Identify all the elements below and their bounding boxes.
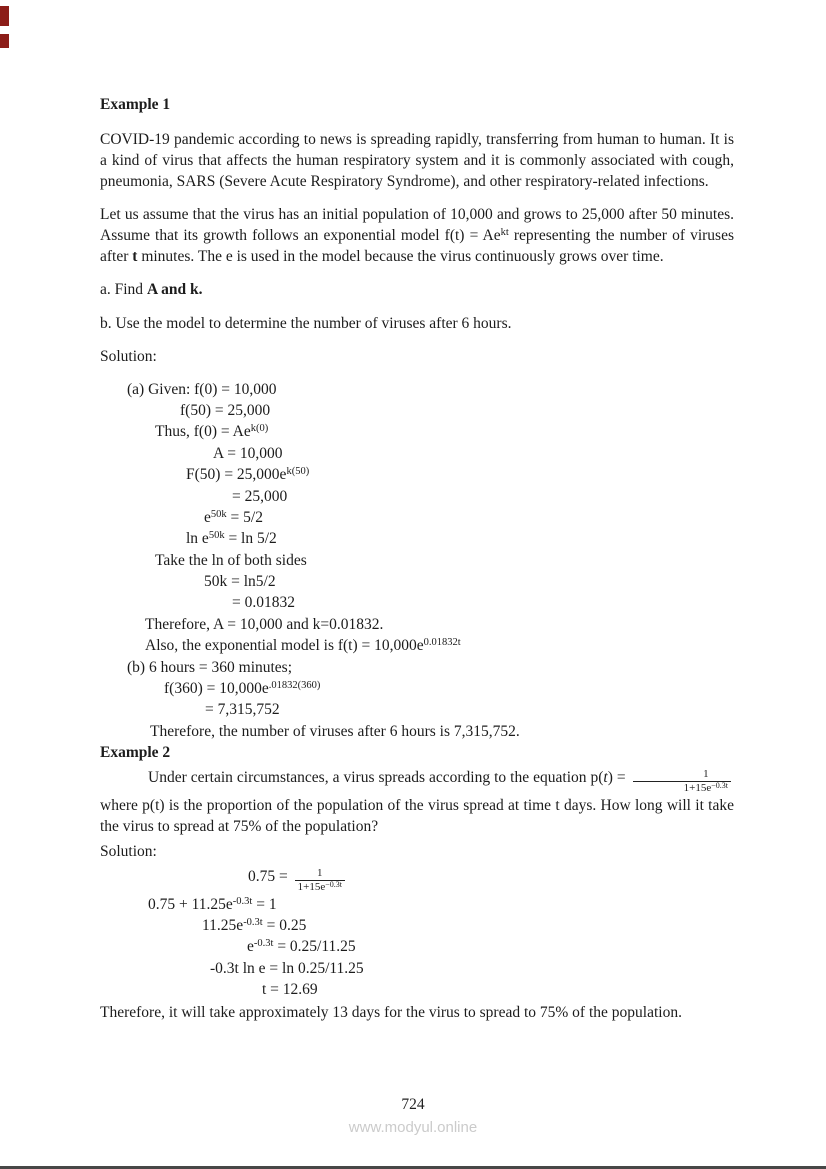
example1-heading: Example 1 — [100, 96, 171, 113]
text-run: 1+15e — [683, 782, 712, 795]
superscript: 0.01832t — [423, 637, 461, 649]
text-run: = 0.25 — [262, 916, 307, 934]
superscript: .01832(360) — [268, 679, 321, 691]
fraction — [633, 768, 731, 794]
text-run: = 7,315,752 — [205, 701, 280, 719]
text-run: where p(t) is the proportion of the population of the virus spread at time t days. How long will it take the virus to spread at 75% of the population? — [100, 796, 734, 835]
text-run: (a) Given: f(0) = 10,000 — [127, 380, 277, 398]
solution-step — [100, 866, 734, 894]
example1-solution-label: Solution: — [100, 347, 157, 365]
text-run: A = 10,000 — [213, 444, 283, 462]
page-edge-mark-top — [0, 6, 9, 26]
text-run: t = 12.69 — [262, 981, 318, 999]
text-run: representing the number of viruses after — [100, 227, 734, 266]
text-run: 11.25e — [202, 916, 244, 934]
text-run: F(50) = 25,000e — [186, 466, 287, 484]
page-number: 724 — [401, 1096, 425, 1113]
solution-step — [100, 486, 734, 507]
superscript: 50k — [208, 530, 225, 542]
text-run: (b) 6 hours = 360 minutes; — [127, 658, 293, 676]
superscript: -0.3t — [243, 916, 263, 928]
example1-question-a — [100, 279, 734, 300]
text-run: ln e — [186, 530, 209, 548]
solution-step — [100, 400, 734, 421]
text-run: a. Find — [100, 281, 147, 299]
page-footer — [0, 1096, 826, 1136]
text-run: = 5/2 — [226, 508, 263, 526]
solution-step — [100, 443, 734, 464]
solution-step — [100, 915, 734, 936]
solution-step — [100, 958, 734, 979]
text-run: 50k = ln5/2 — [204, 573, 276, 591]
text-run: 1+15e — [297, 880, 326, 893]
watermark-text: www.modyul.online — [348, 1119, 478, 1136]
solution-step — [100, 528, 734, 549]
solution-step — [100, 464, 734, 485]
superscript: kt — [500, 227, 509, 239]
fraction-numerator: 1 — [633, 768, 731, 782]
solution-step — [100, 592, 734, 613]
example1-paragraph-intro: COVID-19 pandemic according to news is spreading rapidly, transferring from human to human. It is a kind of virus that affects the human respiratory system and it is commonly associated with cough, pneumonia, SARS (Severe Acute Respiratory Syndrome), and other respiratory-related infections. — [100, 131, 734, 191]
text-run: e — [204, 508, 211, 526]
text-run: Let us assume that the virus has an initial population of 10,000 and grows to 25,000 after 50 minutes. Assume that its growth follows an exponential model f(t) = Ae — [100, 206, 734, 245]
text-run: = 1 — [252, 895, 277, 913]
solution-step — [100, 678, 734, 699]
text-run: = ln 5/2 — [224, 530, 277, 548]
text-run: -0.3t ln e = ln 0.25/11.25 — [210, 959, 364, 977]
text-run: ) = — [607, 769, 630, 787]
text-run: = 25,000 — [232, 487, 288, 505]
text-run: = 0.25/11.25 — [273, 938, 356, 956]
superscript: k(50) — [286, 466, 310, 478]
solution-step — [100, 550, 734, 571]
superscript: -0.3t — [253, 938, 274, 950]
text-run: f(360) = 10,000e — [164, 679, 269, 697]
solution-step — [100, 936, 734, 957]
solution-step — [100, 571, 734, 592]
superscript: 50k — [210, 508, 227, 520]
example1-paragraph-model — [100, 204, 734, 267]
superscript: −0.3t — [325, 879, 342, 889]
page-content — [100, 96, 734, 1036]
text-run: f(50) = 25,000 — [180, 402, 271, 420]
text-run: Under certain circumstances, a virus spreads according to the equation p( — [148, 769, 604, 787]
solution-step — [100, 657, 734, 678]
solution-step — [100, 635, 734, 656]
superscript: -0.3t — [232, 895, 253, 907]
solution-step — [100, 614, 734, 635]
superscript: −0.3t — [711, 781, 728, 791]
bold-text-run: t — [132, 248, 138, 266]
italic-text-run: t — [603, 769, 608, 787]
text-run: Therefore, A = 10,000 and k=0.01832. — [145, 615, 384, 633]
text-run: minutes. The e is used in the model because the virus continuously grows over time. — [137, 248, 664, 266]
example2-paragraph — [100, 767, 734, 837]
text-run: Thus, f(0) = Ae — [155, 423, 251, 441]
solution-step — [100, 979, 734, 1000]
example2-solution-label: Solution: — [100, 842, 157, 860]
fraction-denominator — [295, 881, 345, 894]
fraction-numerator: 1 — [295, 867, 345, 881]
text-run: Also, the exponential model is f(t) = 10,000e — [145, 637, 424, 655]
superscript: k(0) — [250, 423, 269, 435]
example1-question-b: b. Use the model to determine the number of viruses after 6 hours. — [100, 314, 512, 332]
example1-solution-steps — [100, 379, 734, 742]
example2-conclusion: Therefore, it will take approximately 13 days for the virus to spread to 75% of the population. — [100, 1004, 682, 1022]
solution-step — [100, 379, 734, 400]
solution-step — [100, 699, 734, 720]
text-run: 0.75 + 11.25e — [148, 895, 233, 913]
text-run: Take the ln of both sides — [155, 551, 307, 569]
fraction-denominator — [633, 782, 731, 795]
text-run: Therefore, the number of viruses after 6 hours is 7,315,752. — [150, 722, 520, 740]
solution-step — [100, 721, 734, 742]
solution-step — [100, 421, 734, 442]
example2-heading: Example 2 — [100, 744, 171, 762]
text-run: e — [247, 938, 254, 956]
text-run: = 0.01832 — [232, 594, 295, 612]
example2-solution-steps — [100, 866, 734, 1001]
text-run: 0.75 = — [248, 867, 292, 885]
solution-step — [100, 894, 734, 915]
fraction — [295, 867, 345, 893]
bold-text-run: A and k. — [146, 281, 203, 299]
page-edge-mark-second — [0, 34, 9, 48]
solution-step — [100, 507, 734, 528]
